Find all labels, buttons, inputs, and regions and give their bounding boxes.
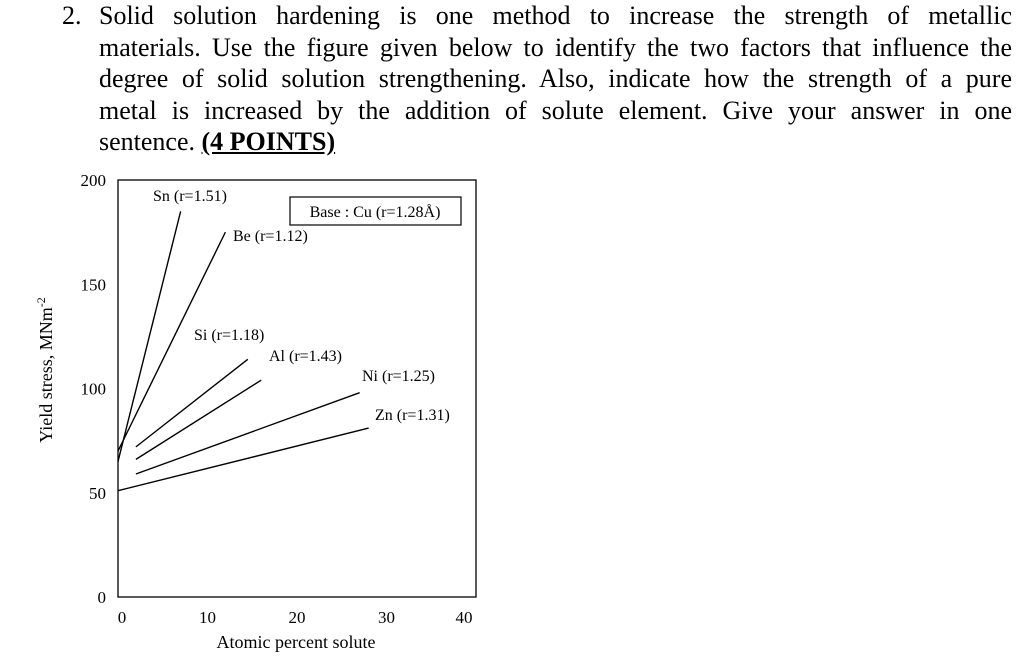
x-tick-label-20: 20 xyxy=(288,608,306,627)
series-line-sn xyxy=(118,211,181,461)
series-label-ni: Ni (r=1.25) xyxy=(362,368,436,385)
y-tick-label-100: 100 xyxy=(80,379,106,399)
series-label-zn: Zn (r=1.31) xyxy=(375,407,450,424)
x-axis-title: Atomic percent solute xyxy=(216,632,376,652)
series-label-sn: Sn (r=1.51) xyxy=(153,188,227,205)
y-tick-label-150: 150 xyxy=(80,275,106,295)
question-line-3: degree of solid solution strengthening. Also, indicate how the strength of a pure xyxy=(99,64,1012,93)
y-tick-label-200: 200 xyxy=(80,171,106,190)
question-last-line: sentence. xyxy=(99,127,196,156)
series-label-si: Si (r=1.18) xyxy=(194,327,265,344)
series-line-si xyxy=(136,359,248,447)
series-line-zn xyxy=(118,428,369,491)
series-label-be: Be (r=1.12) xyxy=(233,228,308,245)
x-tick-label-40: 40 xyxy=(455,608,473,627)
question-line-1: Solid solution hardening is one method to increase the strength of metallic xyxy=(99,1,1012,30)
y-tick-label-50: 50 xyxy=(89,483,106,503)
question-line-2: materials. Use the figure given below to identify the two factors that influence the xyxy=(99,32,1012,62)
y-tick-label-0: 0 xyxy=(97,588,106,607)
y-axis-title: Yield stress, MNm$^{-2}$ xyxy=(34,297,56,443)
base-label-text: Base : Cu (r=1.28Å) xyxy=(309,204,441,221)
question-number: 2. xyxy=(62,1,82,30)
series-line-al xyxy=(136,380,261,459)
x-tick-label-30: 30 xyxy=(378,608,395,627)
x-tick-label-0: 0 xyxy=(117,608,127,627)
x-tick-label-10: 10 xyxy=(199,608,216,627)
question-line-4: metal is increased by the addition of solute element. Give your answer in one xyxy=(99,95,1012,125)
series-label-al: Al (r=1.43) xyxy=(269,348,343,365)
series-line-ni xyxy=(136,393,360,474)
points-label: (4 POINTS) xyxy=(201,127,336,156)
